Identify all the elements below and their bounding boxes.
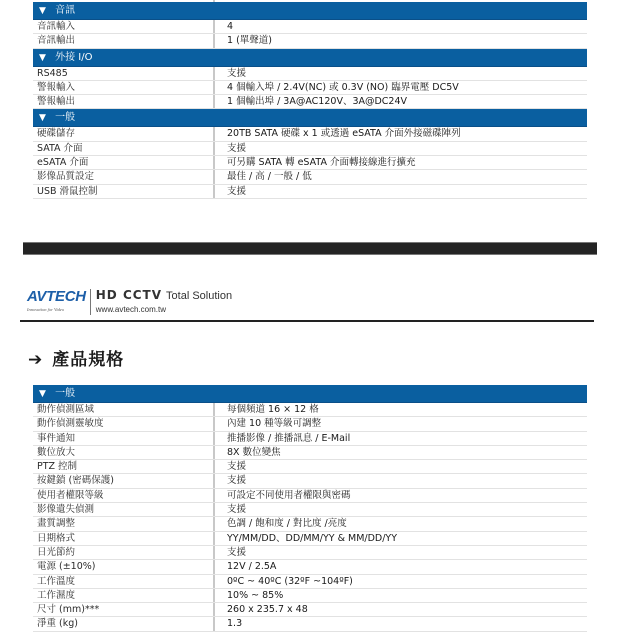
spec-label: 淨重 (kg): [37, 618, 78, 630]
spec-value: 支援: [213, 474, 587, 487]
avtech-logo: [27, 289, 86, 312]
spec-value: YY/MM/DD、DD/MM/YY & MM/DD/YY: [213, 532, 587, 545]
spec-value: 支援: [213, 503, 587, 516]
spec-value: 4 個輸入埠 / 2.4V(NC) 或 0.3V (NO) 臨界電壓 DC5V: [213, 81, 587, 94]
spec-label: 日期格式: [37, 532, 76, 544]
spec-value: 支援: [213, 546, 587, 559]
brand-tagline: Innovation for Video: [27, 307, 65, 312]
table-row: [33, 34, 587, 48]
page-separator-bar: [23, 242, 597, 255]
website-url: www.avtech.com.tw: [95, 305, 167, 314]
page-title-text: 產品規格: [52, 350, 125, 370]
spec-label: USB 滑鼠控制: [37, 185, 98, 197]
table-row: [33, 81, 587, 95]
spec-value: 1.3: [213, 617, 587, 630]
table-row: [33, 417, 587, 431]
table-row: [33, 546, 587, 560]
section-header-external-io[interactable]: [33, 49, 587, 67]
spec-label: 影像品質設定: [37, 171, 95, 183]
spec-label: SATA 介面: [37, 142, 83, 154]
page-title: [28, 350, 124, 370]
spec-label: 電源 (±10%): [37, 561, 96, 573]
spec-label: 尺寸 (mm)***: [37, 604, 100, 616]
spec-value: 支援: [213, 142, 587, 155]
header-underline: [20, 320, 594, 322]
collapse-triangle-icon: ▼: [39, 52, 46, 63]
table-row: [33, 156, 587, 170]
table-row: [33, 474, 587, 488]
section-header-audio[interactable]: [33, 2, 587, 20]
spec-label: 事件通知: [37, 432, 76, 444]
spec-label: 工作濕度: [37, 589, 76, 601]
spec-value: 支援: [213, 460, 587, 473]
spec-value: 8X 數位變焦: [213, 446, 587, 459]
collapse-triangle-icon: ▼: [39, 113, 46, 124]
spec-value: 可設定不同使用者權限與密碼: [213, 489, 587, 502]
spec-value: 內建 10 種等級可調整: [213, 417, 587, 430]
spec-value: 可另購 SATA 轉 eSATA 介面轉接線進行擴充: [213, 156, 587, 169]
spec-label: 動作偵測靈敏度: [37, 418, 104, 430]
arrow-right-icon: ➔: [28, 350, 43, 370]
spec-label: 日光節約: [37, 546, 76, 558]
spec-label: RS485: [37, 67, 68, 79]
spec-label: 音訊輸出: [37, 35, 76, 47]
table-row: [33, 403, 587, 417]
spec-value: 0ºC ~ 40ºC (32ºF ~104ºF): [213, 575, 587, 588]
total-solution-text: Total Solution: [166, 290, 233, 302]
table-row: [33, 532, 587, 546]
table-row: [33, 20, 587, 34]
spec-label: 警報輸出: [37, 96, 76, 108]
table-row: [33, 170, 587, 184]
spec-label: 警報輸入: [37, 81, 76, 93]
spec-value: 4: [213, 20, 587, 33]
section-header-general[interactable]: [33, 385, 587, 403]
spec-label: 工作溫度: [37, 575, 76, 587]
spec-label: 按鍵鎖 (密碼保護): [37, 475, 114, 487]
table-row: [33, 503, 587, 517]
spec-value: 10% ~ 85%: [213, 589, 587, 602]
spec-label: 使用者權限等級: [37, 489, 104, 501]
section-title: 外接 I/O: [55, 51, 93, 63]
logo-divider: [90, 289, 91, 315]
table-row: [33, 67, 587, 81]
spec-label: 數位放大: [37, 446, 76, 458]
spec-label: 動作偵測區域: [37, 404, 95, 415]
spec-label: 硬碟儲存: [37, 128, 76, 140]
spec-value: 支援: [213, 67, 587, 80]
spec-value: 色調 / 飽和度 / 對比度 /亮度: [213, 517, 587, 530]
hd-cctv-wordmark: HD CCTV: [95, 288, 163, 302]
collapse-triangle-icon: ▼: [39, 6, 46, 16]
table-row: [33, 95, 587, 109]
spec-value: 260 x 235.7 x 48: [213, 603, 587, 616]
spec-label: 音訊輸入: [37, 21, 76, 32]
table-row: [33, 589, 587, 603]
table-row: [33, 142, 587, 156]
spec-value: 1 (單聲道): [213, 34, 587, 47]
brand-name: AVTECH: [27, 288, 86, 305]
spec-value: 推播影像 / 推播訊息 / E-Mail: [213, 432, 587, 445]
table-row: [33, 517, 587, 531]
spec-value: 20TB SATA 硬碟 x 1 或透過 eSATA 介面外接磁碟陣列: [213, 127, 587, 140]
spec-label: 畫質調整: [37, 518, 76, 530]
spec-value: 12V / 2.5A: [213, 560, 587, 573]
table-row: [33, 127, 587, 141]
brand-header: [27, 289, 232, 317]
spec-value: 1 個輸出埠 / 3A@AC120V、3A@DC24V: [213, 95, 587, 108]
table-row: [33, 185, 587, 199]
spec-value: 支援: [213, 185, 587, 198]
spec-value: 最佳 / 高 / 一般 / 低: [213, 170, 587, 183]
spec-label: PTZ 控制: [37, 461, 78, 473]
table-row: [33, 460, 587, 474]
spec-table-top: [33, 2, 587, 199]
spec-value: 每個頻道 16 × 12 格: [213, 403, 587, 416]
section-header-general[interactable]: [33, 109, 587, 127]
spec-label: 影像遺失偵測: [37, 504, 95, 516]
spec-table-bottom: [33, 385, 587, 632]
table-row: [33, 603, 587, 617]
collapse-triangle-icon: ▼: [39, 389, 46, 399]
table-row: [33, 489, 587, 503]
section-title: 一般: [55, 388, 76, 399]
table-row: [33, 560, 587, 574]
table-row: [33, 432, 587, 446]
spec-label: eSATA 介面: [37, 157, 89, 169]
section-title: 一般: [55, 112, 76, 124]
table-row: [33, 446, 587, 460]
section-title: 音訊: [55, 5, 76, 16]
table-row: [33, 575, 587, 589]
